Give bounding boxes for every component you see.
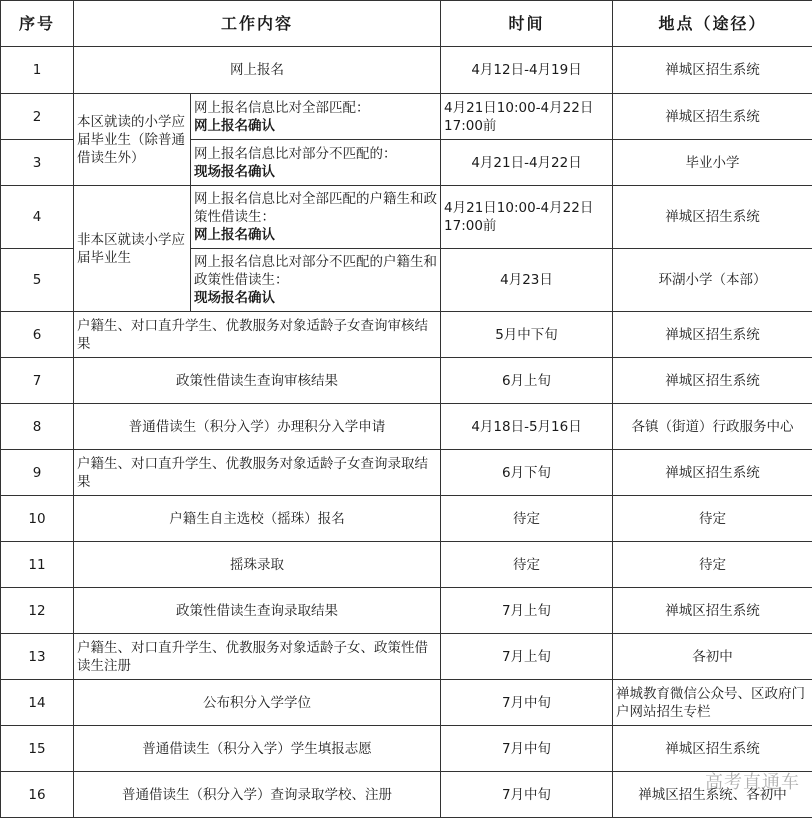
content-cell: 户籍生自主选校（摇珠）报名 (74, 496, 441, 542)
time-cell: 待定 (441, 496, 613, 542)
place-cell: 禅城区招生系统 (613, 47, 812, 94)
place-cell: 禅城区招生系统 (613, 450, 812, 496)
table-row (1, 450, 812, 496)
content-cell: 普通借读生（积分入学）学生填报志愿 (74, 726, 441, 772)
header-time: 时间 (441, 1, 613, 47)
seq-cell: 10 (1, 496, 74, 542)
sub-content-cell (191, 249, 441, 312)
header-content: 工作内容 (74, 1, 441, 47)
place-cell: 各镇（街道）行政服务中心 (613, 404, 812, 450)
time-cell: 4月21日-4月22日 (441, 140, 613, 186)
table-row (1, 186, 812, 249)
time-cell: 4月12日-4月19日 (441, 47, 613, 94)
seq-cell: 2 (1, 94, 74, 140)
content-cell: 户籍生、对口直升学生、优教服务对象适龄子女、政策性借读生注册 (74, 634, 441, 680)
table-row (1, 404, 812, 450)
table-row (1, 312, 812, 358)
table-row (1, 358, 812, 404)
seq-cell: 3 (1, 140, 74, 186)
place-cell: 禅城区招生系统 (613, 312, 812, 358)
content-cell: 摇珠录取 (74, 542, 441, 588)
place-cell: 环湖小学（本部） (613, 249, 812, 312)
table-row (1, 634, 812, 680)
seq-cell: 16 (1, 772, 74, 818)
sub-content-text: 网上报名信息比对全部匹配的户籍生和政策性借读生： (194, 191, 437, 225)
group-cell: 本区就读的小学应届毕业生（除普通借读生外） (74, 94, 191, 186)
table-row (1, 772, 812, 818)
seq-cell: 9 (1, 450, 74, 496)
seq-cell: 4 (1, 186, 74, 249)
watermark: 高考直通车 (705, 772, 800, 793)
sub-content-cell (191, 186, 441, 249)
seq-cell: 14 (1, 680, 74, 726)
seq-cell: 6 (1, 312, 74, 358)
time-cell: 待定 (441, 542, 613, 588)
table-row (1, 726, 812, 772)
seq-cell: 12 (1, 588, 74, 634)
time-cell: 7月上旬 (441, 588, 613, 634)
sub-content-text: 网上报名信息比对部分不匹配的户籍生和政策性借读生： (194, 254, 437, 288)
seq-cell: 5 (1, 249, 74, 312)
sub-content-emphasis: 现场报名确认 (194, 163, 275, 180)
time-cell: 4月21日10:00-4月22日17:00前 (441, 186, 613, 249)
place-cell: 禅城教育微信公众号、区政府门户网站招生专栏 (613, 680, 812, 726)
seq-cell: 7 (1, 358, 74, 404)
time-cell: 4月18日-5月16日 (441, 404, 613, 450)
sub-content-text: 网上报名信息比对部分不匹配的： (194, 145, 397, 162)
time-cell: 7月中旬 (441, 772, 613, 818)
place-cell: 禅城区招生系统 (613, 588, 812, 634)
content-cell: 政策性借读生查询录取结果 (74, 588, 441, 634)
place-cell: 毕业小学 (613, 140, 812, 186)
table-row (1, 94, 812, 140)
table-row (1, 588, 812, 634)
place-cell: 各初中 (613, 634, 812, 680)
seq-cell: 15 (1, 726, 74, 772)
sub-content-cell (191, 140, 441, 186)
time-cell: 6月上旬 (441, 358, 613, 404)
sub-content-text: 网上报名信息比对全部匹配： (194, 99, 370, 116)
sub-content-cell (191, 94, 441, 140)
seq-cell: 8 (1, 404, 74, 450)
table-row (1, 496, 812, 542)
place-cell: 禅城区招生系统 (613, 358, 812, 404)
time-cell: 6月下旬 (441, 450, 613, 496)
content-cell: 户籍生、对口直升学生、优教服务对象适龄子女查询录取结果 (74, 450, 441, 496)
time-cell: 5月中下旬 (441, 312, 613, 358)
header-place: 地点（途径） (613, 1, 812, 47)
table-row (1, 47, 812, 94)
time-cell: 7月中旬 (441, 726, 613, 772)
seq-cell: 11 (1, 542, 74, 588)
sub-content-emphasis: 网上报名确认 (194, 227, 275, 243)
time-cell: 7月中旬 (441, 680, 613, 726)
content-cell: 普通借读生（积分入学）办理积分入学申请 (74, 404, 441, 450)
header-seq: 序号 (1, 1, 74, 47)
place-cell: 禅城区招生系统、各初中 (613, 772, 812, 818)
content-cell: 公布积分入学学位 (74, 680, 441, 726)
content-cell: 户籍生、对口直升学生、优教服务对象适龄子女查询审核结果 (74, 312, 441, 358)
place-cell: 禅城区招生系统 (613, 94, 812, 140)
table-row (1, 680, 812, 726)
place-cell: 禅城区招生系统 (613, 726, 812, 772)
content-cell: 普通借读生（积分入学）查询录取学校、注册 (74, 772, 441, 818)
place-cell: 禅城区招生系统 (613, 186, 812, 249)
time-cell: 4月23日 (441, 249, 613, 312)
group-cell: 非本区就读小学应届毕业生 (74, 186, 191, 312)
time-cell: 7月上旬 (441, 634, 613, 680)
time-cell: 4月21日10:00-4月22日17:00前 (441, 94, 613, 140)
seq-cell: 13 (1, 634, 74, 680)
place-cell: 待定 (613, 542, 812, 588)
place-cell: 待定 (613, 496, 812, 542)
header-row (1, 1, 812, 47)
sub-content-emphasis: 网上报名确认 (194, 117, 275, 134)
seq-cell: 1 (1, 47, 74, 94)
content-cell: 网上报名 (74, 47, 441, 94)
table-row (1, 542, 812, 588)
sub-content-emphasis: 现场报名确认 (194, 290, 275, 306)
content-cell: 政策性借读生查询审核结果 (74, 358, 441, 404)
